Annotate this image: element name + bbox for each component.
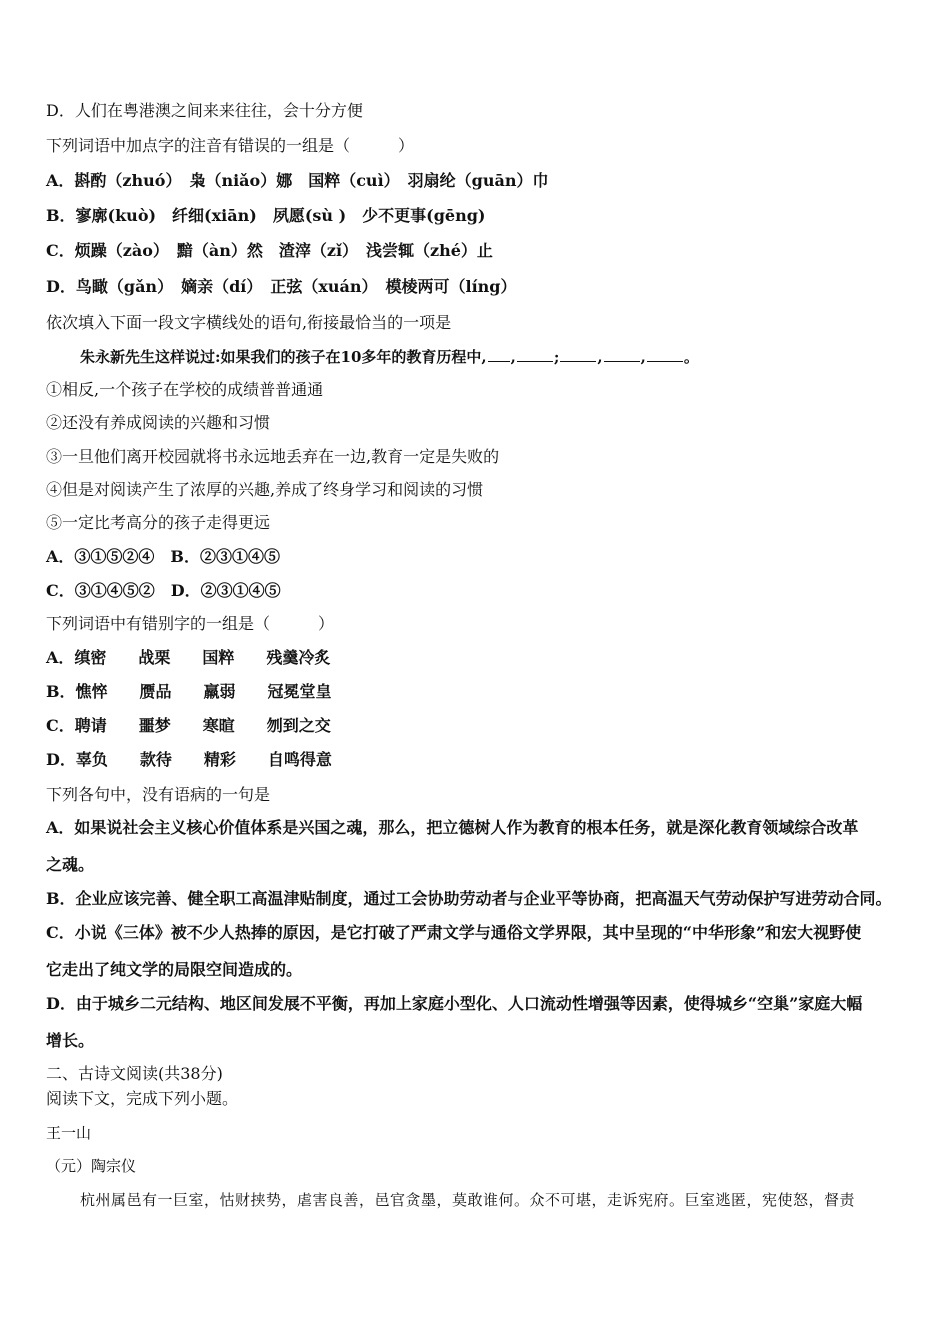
- sentence-4: ④但是对阅读产生了浓厚的兴趣,养成了终身学习和阅读的习惯: [46, 480, 484, 499]
- grammar-option-b: B．企业应该完善、健全职工高温津贴制度，通过工会协助劳动者与企业平等协商，把高温天气劳动保护写进劳动合同。: [46, 889, 892, 908]
- grammar-option-c-line2: 它走出了纯文学的局限空间造成的。: [46, 960, 303, 979]
- blank-3: [560, 347, 596, 362]
- grammar-option-a-line1: A．如果说社会主义核心价值体系是兴国之魂，那么，把立德树人作为教育的根本任务，就是深化教育领域综合改革: [46, 818, 859, 837]
- fill-in-passage-text: 朱永新先生这样说过:如果我们的孩子在10多年的教育历程中,: [80, 348, 487, 366]
- typo-option-a: A．缜密 战栗 国粹 残羹冷炙: [46, 648, 331, 667]
- option-d-q1: D．人们在粤港澳之间来来往往，会十分方便: [46, 101, 363, 120]
- sentence-5: ⑤一定比考高分的孩子走得更远: [46, 513, 271, 532]
- grammar-option-c-line1: C．小说《三体》被不少人热捧的原因，是它打破了严肃文学与通俗文学界限，其中呈现的“中华形象”和宏大视野使: [46, 923, 862, 942]
- order-options-cd: C．③①④⑤② D．②③①④⑤: [46, 581, 281, 600]
- sentence-2: ②还没有养成阅读的兴趣和习惯: [46, 413, 271, 432]
- grammar-option-d-line2: 增长。: [46, 1031, 95, 1050]
- poem-author: （元）陶宗仪: [46, 1157, 137, 1175]
- section-heading: 二、古诗文阅读(共38分): [46, 1064, 223, 1083]
- pinyin-option-a: A．斟酌（zhuó） 枭（niǎo）娜 国粹（cuì） 羽扇纶（guān）巾: [46, 171, 549, 190]
- pinyin-option-c: C．烦躁（zào） 黯（àn）然 渣滓（zǐ） 浅尝辄（zhé）止: [46, 241, 493, 260]
- question-fill-in: 依次填入下面一段文字横线处的语句,衔接最恰当的一项是: [46, 313, 452, 332]
- grammar-option-d-line1: D．由于城乡二元结构、地区间发展不平衡，再加上家庭小型化、人口流动性增强等因素，使得城乡“空巢”家庭大幅: [46, 994, 863, 1013]
- passage-paragraph: 杭州属邑有一巨室，怙财挟势，虐害良善，邑官贪墨，莫敢谁何。众不可堪，走诉宪府。巨室逃匿，宪使怒，督责: [80, 1191, 856, 1209]
- sentence-1: ①相反,一个孩子在学校的成绩普普通通: [46, 380, 324, 399]
- sentence-3: ③一旦他们离开校园就将书永远地丢弃在一边,教育一定是失败的: [46, 447, 500, 466]
- poem-title: 王一山: [46, 1124, 92, 1142]
- pinyin-option-d: D．鸟瞰（gǎn） 嫡亲（dí） 正弦（xuán） 模棱两可（líng）: [46, 277, 517, 296]
- reading-instruction: 阅读下文，完成下列小题。: [46, 1089, 239, 1108]
- question-typo: 下列词语中有错别字的一组是（ ）: [46, 614, 335, 633]
- blank-5: [647, 347, 683, 362]
- blank-1: [488, 347, 510, 362]
- question-grammar: 下列各句中，没有语病的一句是: [46, 785, 271, 804]
- blank-2: [517, 347, 553, 362]
- grammar-option-a-line2: 之魂。: [46, 855, 95, 874]
- blank-4: [604, 347, 640, 362]
- pinyin-option-b: B．寥廓(kuò) 纤细(xiān) 夙愿(sù ) 少不更事(gēng): [46, 206, 486, 225]
- question-pinyin: 下列词语中加点字的注音有错误的一组是（ ）: [46, 136, 415, 155]
- typo-option-c: C．聘请 噩梦 寒暄 刎到之交: [46, 716, 331, 735]
- typo-option-d: D．辜负 款待 精彩 自鸣得意: [46, 750, 332, 769]
- order-options-ab: A．③①⑤②④ B．②③①④⑤: [46, 547, 280, 566]
- fill-in-passage: 朱永新先生这样说过:如果我们的孩子在10多年的教育历程中, , ; , , 。: [80, 348, 699, 366]
- typo-option-b: B．憔悴 赝品 羸弱 冠冕堂皇: [46, 682, 332, 701]
